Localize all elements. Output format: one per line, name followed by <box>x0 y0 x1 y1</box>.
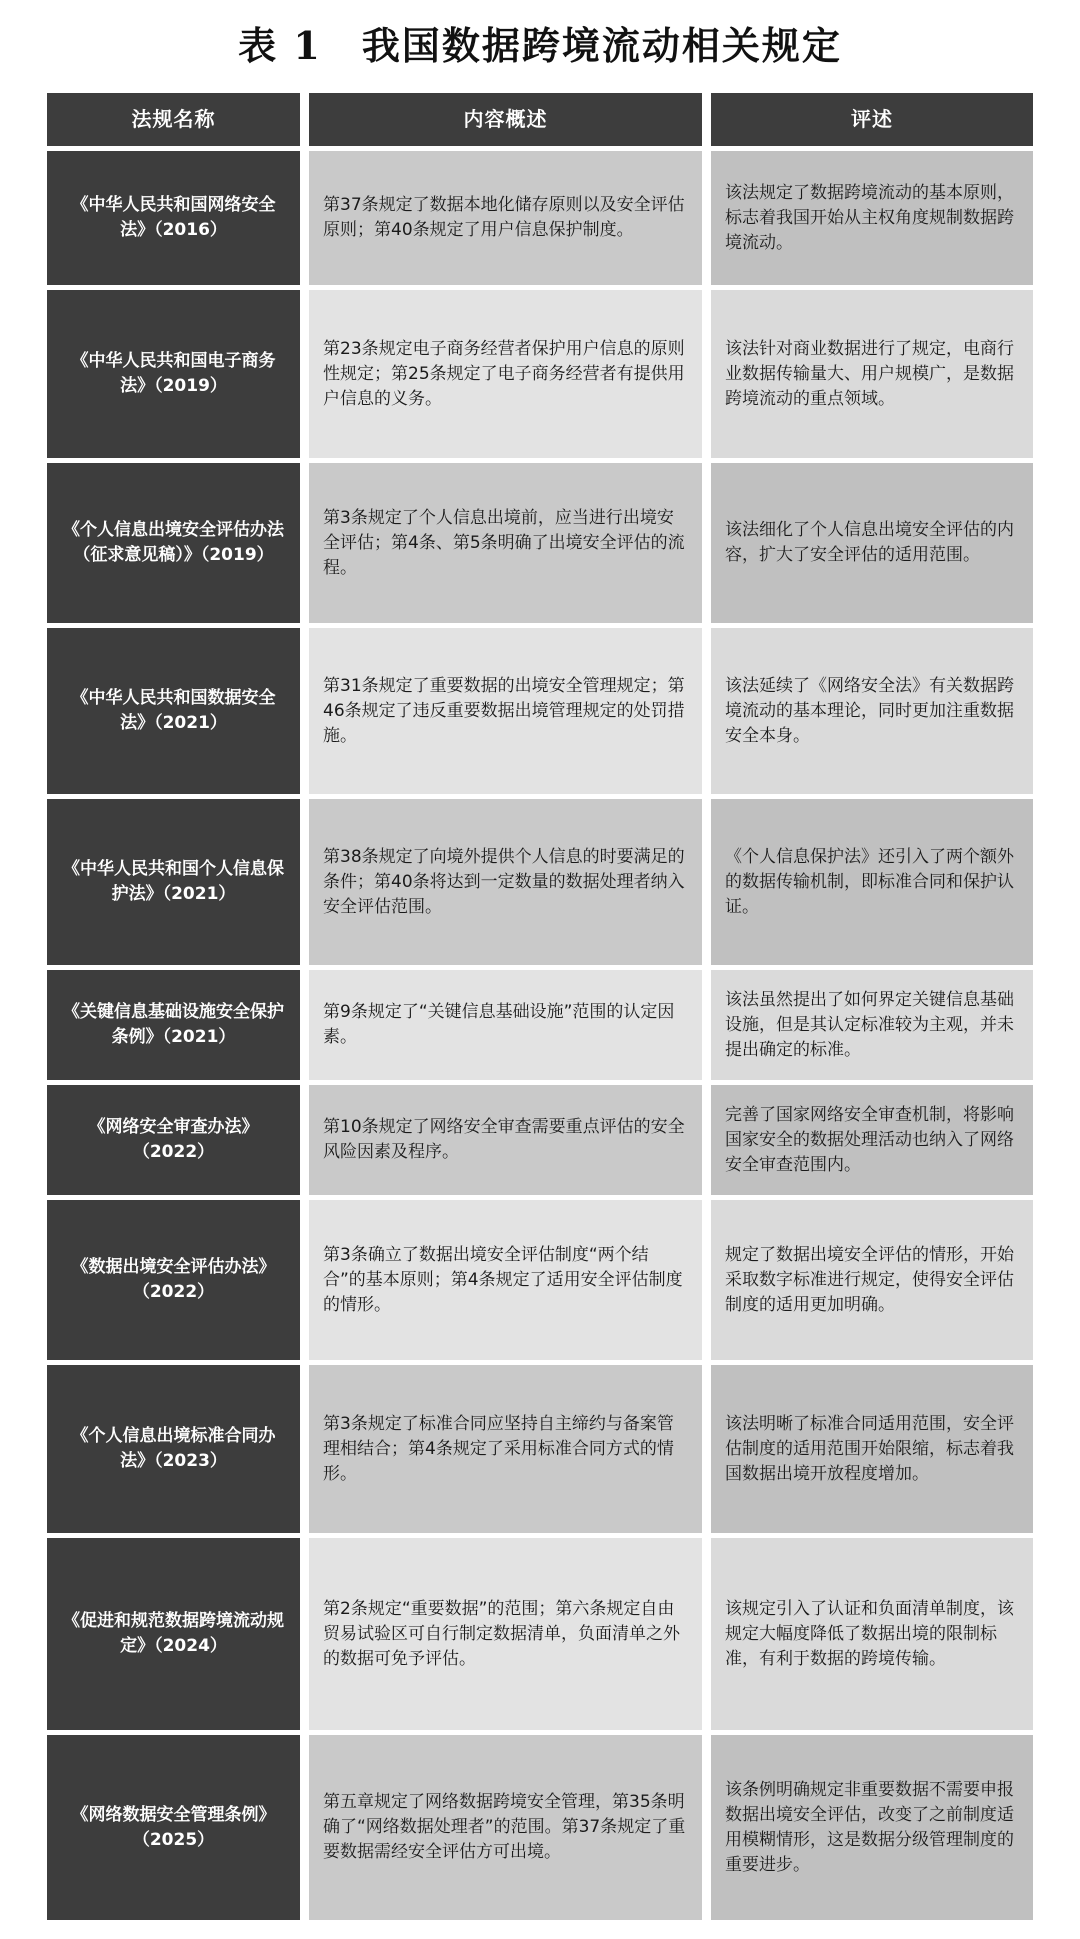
content-summary-cell-text: 第3条确立了数据出境安全评估制度“两个结合”的基本原则；第4条规定了适用安全评估制度的情形。 <box>323 1244 683 1315</box>
commentary-cell-text: 该法细化了个人信息出境安全评估的内容，扩大了安全评估的适用范围。 <box>725 520 1014 565</box>
commentary-cell <box>711 970 1033 1080</box>
commentary-cell <box>711 1365 1033 1533</box>
commentary-cell <box>711 1200 1033 1360</box>
content-summary-cell <box>309 799 702 965</box>
regulation-name-cell-text: 《中华人民共和国数据安全法》（2021） <box>71 688 276 733</box>
regulation-name-cell-text: 《中华人民共和国个人信息保护法》（2021） <box>63 859 284 904</box>
column-header-name: 法规名称 <box>47 93 300 146</box>
regulation-name-cell-text: 《中华人民共和国电子商务法》（2019） <box>71 351 276 396</box>
commentary-cell-text: 完善了国家网络安全审查机制，将影响国家安全的数据处理活动也纳入了网络安全审查范围内。 <box>725 1104 1014 1175</box>
regulation-name-cell <box>47 1085 300 1195</box>
commentary-cell-text: 该法延续了《网络安全法》有关数据跨境流动的基本理论，同时更加注重数据安全本身。 <box>725 675 1014 746</box>
commentary-cell <box>711 799 1033 965</box>
commentary-cell-text: 该法虽然提出了如何界定关键信息基础设施，但是其认定标准较为主观，并未提出确定的标准。 <box>725 989 1014 1060</box>
commentary-cell <box>711 1085 1033 1195</box>
content-summary-cell-text: 第31条规定了重要数据的出境安全管理规定；第46条规定了违反重要数据出境管理规定的处罚措施。 <box>323 675 685 746</box>
commentary-cell-text: 《个人信息保护法》还引入了两个额外的数据传输机制，即标准合同和保护认证。 <box>725 846 1014 917</box>
content-summary-cell <box>309 1200 702 1360</box>
commentary-cell-text: 规定了数据出境安全评估的情形，开始采取数字标准进行规定，使得安全评估制度的适用更加明确。 <box>725 1244 1014 1315</box>
content-summary-cell <box>309 1365 702 1533</box>
commentary-cell-text: 该法明晰了标准合同适用范围，安全评估制度的适用范围开始限缩，标志着我国数据出境开放程度增加。 <box>725 1413 1014 1484</box>
content-summary-cell <box>309 463 702 623</box>
commentary-cell <box>711 151 1033 285</box>
content-summary-cell <box>309 290 702 458</box>
regulation-name-cell <box>47 970 300 1080</box>
regulation-name-cell-text: 《个人信息出境标准合同办法》（2023） <box>71 1426 276 1471</box>
regulation-name-cell <box>47 1538 300 1730</box>
column-header-comment: 评述 <box>711 93 1033 146</box>
content-summary-cell-text: 第9条规定了“关键信息基础设施”范围的认定因素。 <box>323 1002 675 1047</box>
regulation-name-cell <box>47 1365 300 1533</box>
content-summary-cell <box>309 151 702 285</box>
regulation-name-cell <box>47 463 300 623</box>
content-summary-cell-text: 第38条规定了向境外提供个人信息的时要满足的条件；第40条将达到一定数量的数据处理者纳入安全评估范围。 <box>323 846 685 917</box>
commentary-cell <box>711 290 1033 458</box>
commentary-cell-text: 该条例明确规定非重要数据不需要申报数据出境安全评估，改变了之前制度适用模糊情形，这是数据分级管理制度的重要进步。 <box>725 1779 1014 1875</box>
regulation-name-cell <box>47 290 300 458</box>
regulation-name-cell-text: 《网络数据安全管理条例》（2025） <box>71 1804 276 1850</box>
content-summary-cell-text: 第2条规定“重要数据”的范围；第六条规定自由贸易试验区可自行制定数据清单，负面清单之外的数据可免予评估。 <box>323 1598 680 1669</box>
regulation-name-cell-text: 《数据出境安全评估办法》（2022） <box>71 1257 276 1302</box>
commentary-cell <box>711 628 1033 794</box>
content-summary-cell <box>309 1538 702 1730</box>
commentary-cell-text: 该法针对商业数据进行了规定，电商行业数据传输量大、用户规模广，是数据跨境流动的重点领域。 <box>725 338 1014 409</box>
regulation-name-cell-text: 《网络安全审查办法》（2022） <box>88 1117 259 1162</box>
content-summary-cell-text: 第23条规定电子商务经营者保护用户信息的原则性规定；第25条规定了电子商务经营者有提供用户信息的义务。 <box>323 338 685 409</box>
commentary-cell-text: 该规定引入了认证和负面清单制度，该规定大幅度降低了数据出境的限制标准，有利于数据的跨境传输。 <box>725 1598 1014 1669</box>
regulation-name-cell-text: 《个人信息出境安全评估办法（征求意见稿）》（2019） <box>63 520 284 565</box>
regulation-name-cell <box>47 1735 300 1920</box>
regulation-name-cell <box>47 799 300 965</box>
commentary-cell <box>711 463 1033 623</box>
regulation-name-cell-text: 《中华人民共和国网络安全法》（2016） <box>71 195 276 240</box>
content-summary-cell-text: 第10条规定了网络安全审查需要重点评估的安全风险因素及程序。 <box>323 1117 685 1162</box>
regulation-name-cell <box>47 628 300 794</box>
content-summary-cell-text: 第3条规定了标准合同应坚持自主缔约与备案管理相结合；第4条规定了采用标准合同方式的情形。 <box>323 1413 674 1484</box>
commentary-cell-text: 该法规定了数据跨境流动的基本原则，标志着我国开始从主权角度规制数据跨境流动。 <box>725 182 1014 253</box>
regulation-name-cell-text: 《促进和规范数据跨境流动规定》（2024） <box>63 1611 284 1656</box>
regulation-name-cell <box>47 151 300 285</box>
table-title: 表 1 我国数据跨境流动相关规定 <box>238 23 842 68</box>
regulations-table <box>47 93 1033 1931</box>
regulation-name-cell <box>47 1200 300 1360</box>
commentary-cell <box>711 1538 1033 1730</box>
column-header-content: 内容概述 <box>309 93 702 146</box>
content-summary-cell <box>309 1085 702 1195</box>
content-summary-cell-text: 第3条规定了个人信息出境前，应当进行出境安全评估；第4条、第5条明确了出境安全评估的流程。 <box>323 507 685 578</box>
content-summary-cell <box>309 628 702 794</box>
regulation-name-cell-text: 《关键信息基础设施安全保护条例》（2021） <box>63 1002 284 1047</box>
content-summary-cell-text: 第37条规定了数据本地化储存原则以及安全评估原则；第40条规定了用户信息保护制度。 <box>323 195 685 240</box>
content-summary-cell <box>309 1735 702 1920</box>
commentary-cell <box>711 1735 1033 1920</box>
content-summary-cell-text: 第五章规定了网络数据跨境安全管理，第35条明确了“网络数据处理者”的范围。第37条规定了重要数据需经安全评估方可出境。 <box>323 1792 686 1862</box>
content-summary-cell <box>309 970 702 1080</box>
